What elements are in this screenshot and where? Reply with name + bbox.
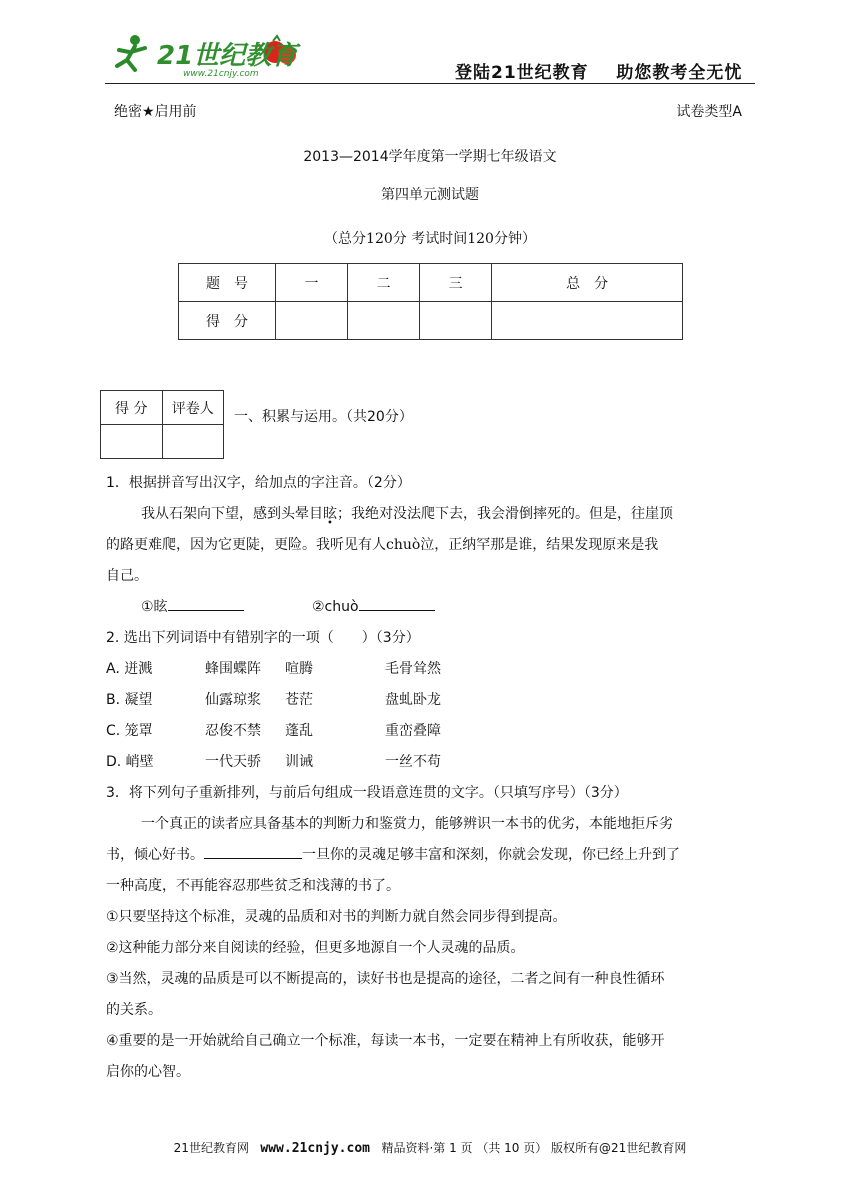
option-word: 重峦叠障 xyxy=(385,723,441,739)
logo-url: www.21cnjy.com xyxy=(183,69,259,79)
score-cell[interactable] xyxy=(276,302,348,340)
q2-option-a[interactable]: A. 迸溅 xyxy=(106,661,153,677)
score-header-cell: 一 xyxy=(276,264,348,302)
q3-sentence-2: ②这种能力部分来自阅读的经验，但更多地源自一个人灵魂的品质。 xyxy=(106,940,525,956)
header-slogan: 登陆21世纪教育 助您教考全无忧 xyxy=(455,63,743,83)
site-logo[interactable] xyxy=(105,30,305,82)
score-header-cell: 总 分 xyxy=(492,264,683,302)
grader-name-header: 评卷人 xyxy=(162,391,224,425)
grader-table xyxy=(100,390,224,459)
option-word: 蜂围蝶阵 xyxy=(205,661,261,677)
confidential-label: 绝密★启用前 xyxy=(114,104,197,120)
score-row-label: 得 分 xyxy=(179,302,276,340)
q2-option-d[interactable]: D. 峭壁 xyxy=(106,754,154,770)
header-divider xyxy=(105,83,755,84)
q1-passage-line: 我从石架向下望，感到头晕目眩；我绝对没法爬下去，我会滑倒摔死的。但是，往崖顶 xyxy=(141,506,673,522)
q2-option-b[interactable]: B. 凝望 xyxy=(106,692,153,708)
q3-passage-line: 一个真正的读者应具备基本的判断力和鉴赏力，能够辨识一本书的优劣，本能地拒斥劣 xyxy=(141,816,673,832)
score-table-header-row xyxy=(179,264,683,302)
option-word: 一代天骄 xyxy=(205,754,261,770)
grader-score-cell[interactable] xyxy=(101,425,163,459)
score-cell[interactable] xyxy=(348,302,420,340)
exam-subtitle: 第四单元测试题 xyxy=(381,187,479,203)
q1-title: 1．根据拼音写出汉字，给加点的字注音。（2分） xyxy=(106,475,411,491)
page-footer xyxy=(0,1139,860,1156)
q1-passage-line: 自己。 xyxy=(106,568,148,584)
score-header-cell: 二 xyxy=(348,264,420,302)
score-table-score-row xyxy=(179,302,683,340)
option-word: 忍俊不禁 xyxy=(205,723,261,739)
q3-sentence-3-cont: 的关系。 xyxy=(106,1002,162,1018)
footer-page-info: 精品资料·第 1 页 （共 10 页） 版权所有@21世纪教育网 xyxy=(381,1141,687,1155)
section-1-heading: 一、积累与运用。（共20分） xyxy=(234,409,413,425)
q3-sentence-4: ④重要的是一开始就给自己确立一个标准，每读一本书，一定要在精神上有所收获，能够开 xyxy=(106,1033,665,1049)
exam-title: 2013—2014学年度第一学期七年级语文 xyxy=(303,149,557,165)
q3-sentence-1: ①只要坚持这个标准，灵魂的品质和对书的判断力就自然会同步得到提高。 xyxy=(106,909,567,925)
option-word: 蓬乱 xyxy=(285,723,313,739)
score-header-cell: 题 号 xyxy=(179,264,276,302)
logo-text: 21世纪教育 xyxy=(157,41,298,71)
score-table xyxy=(178,263,683,340)
q1-passage-line: 的路更难爬，因为它更陡，更险。我听见有人chuò泣，正纳罕那是谁，结果发现原来是我 xyxy=(106,537,659,553)
score-header-cell: 三 xyxy=(420,264,492,302)
score-cell[interactable] xyxy=(492,302,683,340)
score-cell[interactable] xyxy=(420,302,492,340)
q1-blank-1[interactable]: ①眩 xyxy=(141,596,244,616)
option-word: 苍茫 xyxy=(285,692,313,708)
q3-passage-line: 一种高度，不再能容忍那些贫乏和浅薄的书了。 xyxy=(106,878,400,894)
q2-title: 2. 选出下列词语中有错别字的一项（ ）（3分） xyxy=(106,630,420,646)
grader-name-cell[interactable] xyxy=(162,425,224,459)
q3-passage-line: 书，倾心好书。 一旦你的灵魂足够丰富和深刻，你就会发现，你已经上升到了 xyxy=(106,844,680,864)
option-word: 盘虬卧龙 xyxy=(385,692,441,708)
option-word: 训诫 xyxy=(285,754,313,770)
q2-option-c[interactable]: C. 笼罩 xyxy=(106,723,153,739)
logo-graphic xyxy=(105,30,305,82)
paper-type-label: 试卷类型A xyxy=(676,104,742,120)
exam-info: （总分120分 考试时间120分钟） xyxy=(324,231,536,247)
option-word: 仙露琼浆 xyxy=(205,692,261,708)
q1-blank-2[interactable]: ②chuò xyxy=(312,596,435,615)
footer-url[interactable]: www.21cnjy.com xyxy=(260,1141,370,1156)
q3-sentence-4-cont: 启你的心智。 xyxy=(106,1064,190,1080)
grader-score-header: 得 分 xyxy=(101,391,163,425)
q3-sentence-3: ③当然，灵魂的品质是可以不断提高的，读好书也是提高的途径，二者之间有一种良性循环 xyxy=(106,971,665,987)
option-word: 喧腾 xyxy=(285,661,313,677)
q3-title: 3．将下列句子重新排列，与前后句组成一段语意连贯的文字。（只填写序号）（3分） xyxy=(106,785,628,801)
q3-answer-blank[interactable] xyxy=(204,844,302,859)
option-word: 一丝不苟 xyxy=(385,754,441,770)
option-word: 毛骨耸然 xyxy=(385,661,441,677)
footer-site: 21世纪教育网 xyxy=(173,1141,249,1155)
dotted-char: 眩 xyxy=(323,506,337,522)
